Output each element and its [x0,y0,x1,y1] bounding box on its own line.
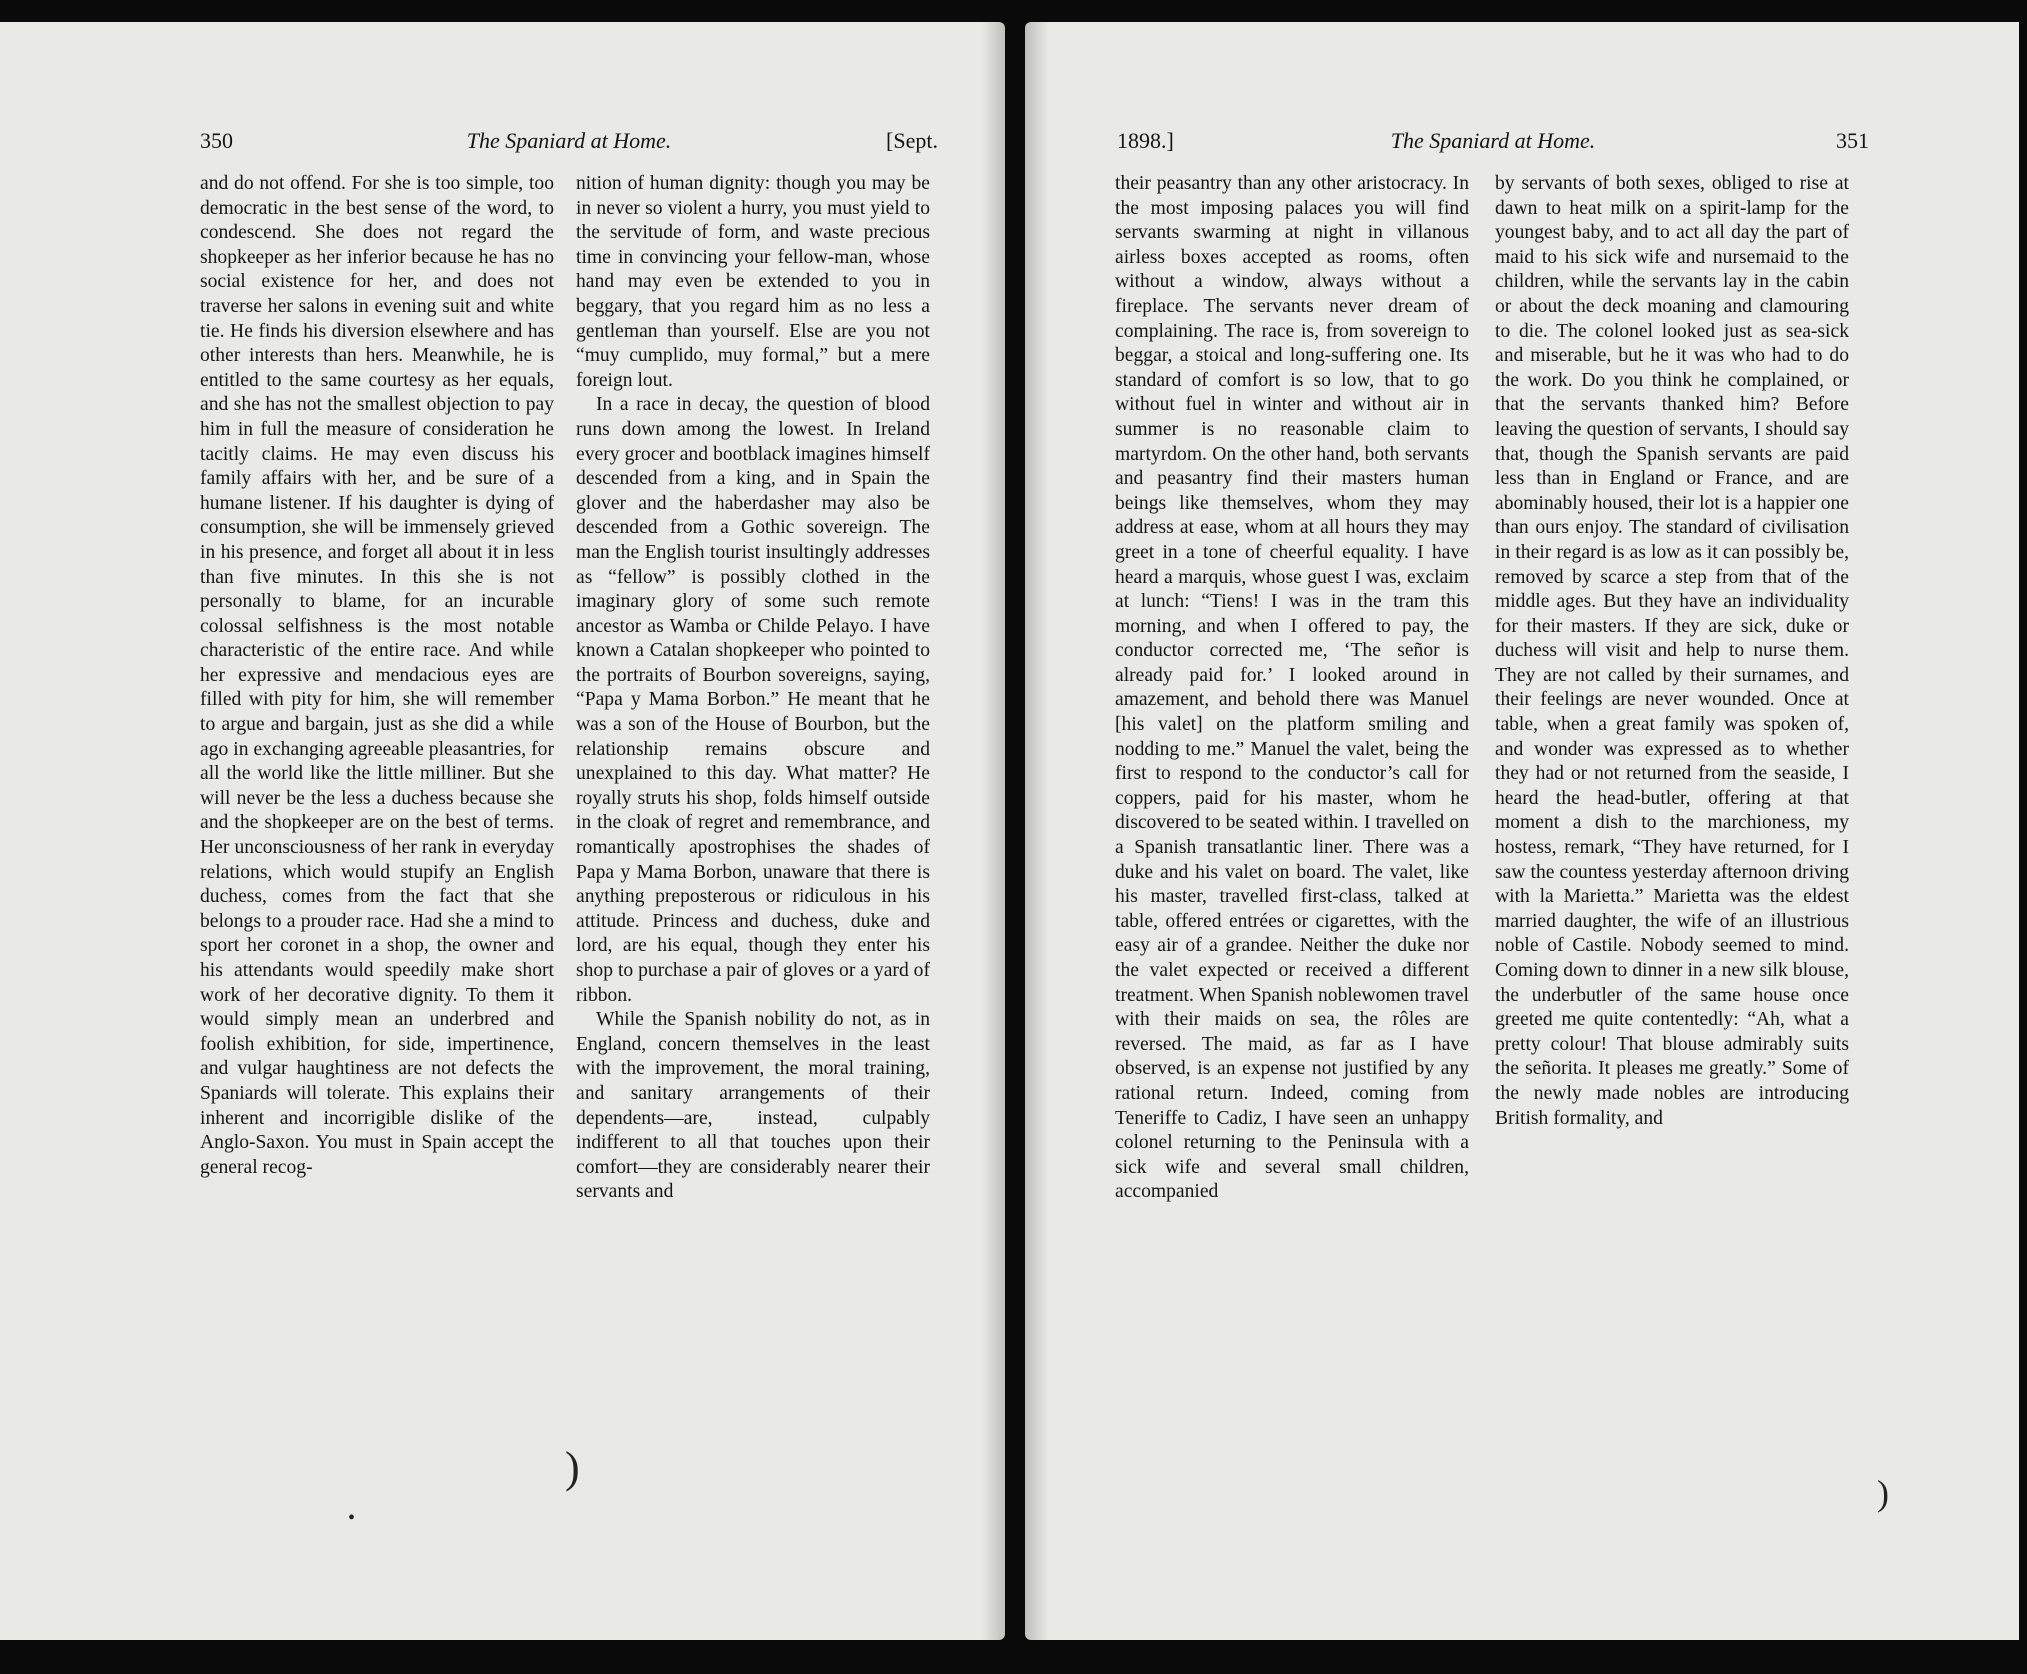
running-title: The Spaniard at Home. [466,128,672,153]
paragraph: In a race in decay, the question of blood runs down among the lowest. In Ireland every grocer and bootblack imagines himself descended from a king, and in Spain the glover and the haberdasher may also be descended from a Gothic sovereign. The man the English tourist insultingly addresses as “fellow” is possibly clothed in the imaginary glory of some such remote ancestor as Wamba or Childe Pelayo. I have known a Catalan shopkeeper who pointed to the portraits of Bourbon sovereigns, saying, “Papa y Mama Borbon.” He meant that he was a son of the House of Bourbon, but the relationship remains obscure and unexplained to this day. What matter? He royally struts his shop, folds himself outside in the cloak of regret and remembrance, and romantically apostrophises the shades of Papa y Mama Borbon, unaware that there is anything preposterous or ridiculous in his attitude. Princess and duchess, duke and lord, are his equal, though they enter his shop to purchase a pair of gloves or a yard of ribbon. [576,394,930,1006]
right-header [1117,128,1869,160]
gutter-shadow [981,22,1005,1640]
text-column-3 [1115,172,1469,1205]
paragraph: and do not offend. For she is too simple, too democratic in the best sense of the word, to condescend. She does not regard the shopkeeper as her inferior because he has no social existence for her, and does not traverse her salons in evening suit and white tie. He finds his diversion elsewhere and has other interests than hers. Meanwhile, he is entitled to the same courtesy as her equals, and she has not the smallest objection to pay him in full the measure of consideration he tacitly claims. He may even discuss his family affairs with her, and be sure of a humane listener. If his daughter is dying of consumption, she will be immensely grieved in his presence, and forget all about it in less than five minutes. In this she is not personally to blame, for an incurable colossal selfishness is the most notable characteristic of the entire race. And while her expressive and mendacious eyes are filled with pity for him, she will remember to argue and bargain, just as she did a while ago in exchanging agreeable pleasantries, for all the world like the little milliner. But she will never be the less a duchess because she and the shopkeeper are on the best of terms. Her unconsciousness of her rank in everyday relations, which would stupify an English duchess, comes from the fact that she belongs to a prouder race. Had she a mind to sport her coronet in a shop, the owner and his attendants would speedily make short work of her decorative dignity. To them it would simply mean an underbred and foolish exhibition, for side, impertinence, and vulgar haughtiness are not defects the Spaniards will tolerate. This explains their inherent and incorrigible dislike of the Anglo-Saxon. You must in Spain accept the general recog- [200,173,554,1178]
header-date: [Sept. [886,128,938,153]
page-number: 350 [200,128,233,153]
pencil-mark-icon: ) [1877,1473,1889,1513]
paragraph: their peasantry than any other aristocracy. In the most imposing palaces you will find servants swarming at night in villanous airless boxes accepted as rooms, often without a window, always without a fireplace. The servants never dream of complaining. The race is, from sovereign to beggar, a stoical and long-suffering one. Its standard of comfort is so low, that to go without fuel in winter and without air in summer is no reasonable claim to martyrdom. On the other hand, both servants and peasantry find their masters human beings like themselves, whom they may address at ease, whom at all hours they may greet in a tone of cheerful equality. I have heard a marquis, whose guest I was, exclaim at lunch: “Tiens! I was in the tram this morning, and when I offered to pay, the conductor corrected me, ‘The señor is already paid for.’ I looked around in amazement, and behold there was Manuel [his valet] on the platform smiling and nodding to me.” Manuel the valet, being the first to respond to the conductor’s call for coppers, paid for his master, whom he discovered to be seated within. I travelled on a Spanish transatlantic liner. There was a duke and his valet on board. The valet, like his master, travelled first-class, talked at table, offered entrées or cigarettes, with the easy air of a grandee. Neither the duke nor the valet expected or received a different treatment. When Spanish noblewomen travel with their maids on sea, the rôles are reversed. The maid, as far as I have observed, is an expense not justified by any rational return. Indeed, coming from Teneriffe to Cadiz, I have seen an unhappy colonel returning to the Peninsula with a sick wife and several small children, accompanied [1115,173,1469,1203]
header-date: 1898.] [1117,128,1174,153]
running-title: The Spaniard at Home. [1390,128,1596,153]
gutter-shadow [1025,22,1049,1640]
paragraph: nition of human dignity: though you may be in never so violent a hurry, you must yield to the servitude of form, and waste precious time in convincing your fellow-man, whose hand may even be extended to you in beggary, that you regard him as no less a gentleman than yourself. Else are you not “muy cumplido, muy formal,” but a mere foreign lout. [576,173,930,391]
paragraph: by servants of both sexes, obliged to rise at dawn to heat milk on a spirit-lamp for the youngest baby, and to act all day the part of maid to his sick wife and nursemaid to the children, while the servants lay in the cabin or about the deck moaning and clamouring to die. The colonel looked just as sea-sick and miserable, but he it was who had to do the work. Do you think he complained, or that the servants thanked him? Before leaving the question of servants, I should say that, though the Spanish servants are paid less than in England or France, and are abominably housed, their lot is a happier one than ours enjoy. The standard of civilisation in their regard is as low as it can possibly be, removed by scarce a step from that of the middle ages. But they have an individuality for their masters. If they are sick, duke or duchess will visit and help to nurse them. They are not called by their surnames, and their feelings are never wounded. Once at table, when a great family was spoken of, and wonder was expressed as to whether they had or not returned from the seaside, I heard the head-butler, offering at that moment a dish to the marchioness, my hostess, remark, “They have returned, for I saw the countess yesterday afternoon driving with la Marietta.” Marietta was the eldest married daughter, the wife of an illustrious noble of Castile. Nobody seemed to mind. Coming down to dinner in a new silk blouse, the underbutler of the same house once greeted me quite contentedly: “Ah, what a pretty colour! That blouse admirably suits the señorita. It pleases me greatly.” Some of the newly made nobles are introducing British formality, and [1495,173,1849,1129]
text-column-1 [200,172,554,1180]
paragraph: While the Spanish nobility do not, as in England, concern themselves in the least with the improvement, the moral training, and sanitary arrangements of their dependents—are, instead, culpably indifferent to all that touches upon their comfort—they are considerably nearer their servants and [576,1009,930,1203]
pencil-mark-icon: ) [565,1443,580,1492]
text-column-4 [1495,172,1849,1131]
ink-dot-icon: • [348,1507,356,1529]
text-column-2 [576,172,930,1205]
right-page [1025,22,2019,1640]
page-number: 351 [1836,128,1869,153]
left-header [200,128,938,160]
left-page [0,22,1005,1640]
